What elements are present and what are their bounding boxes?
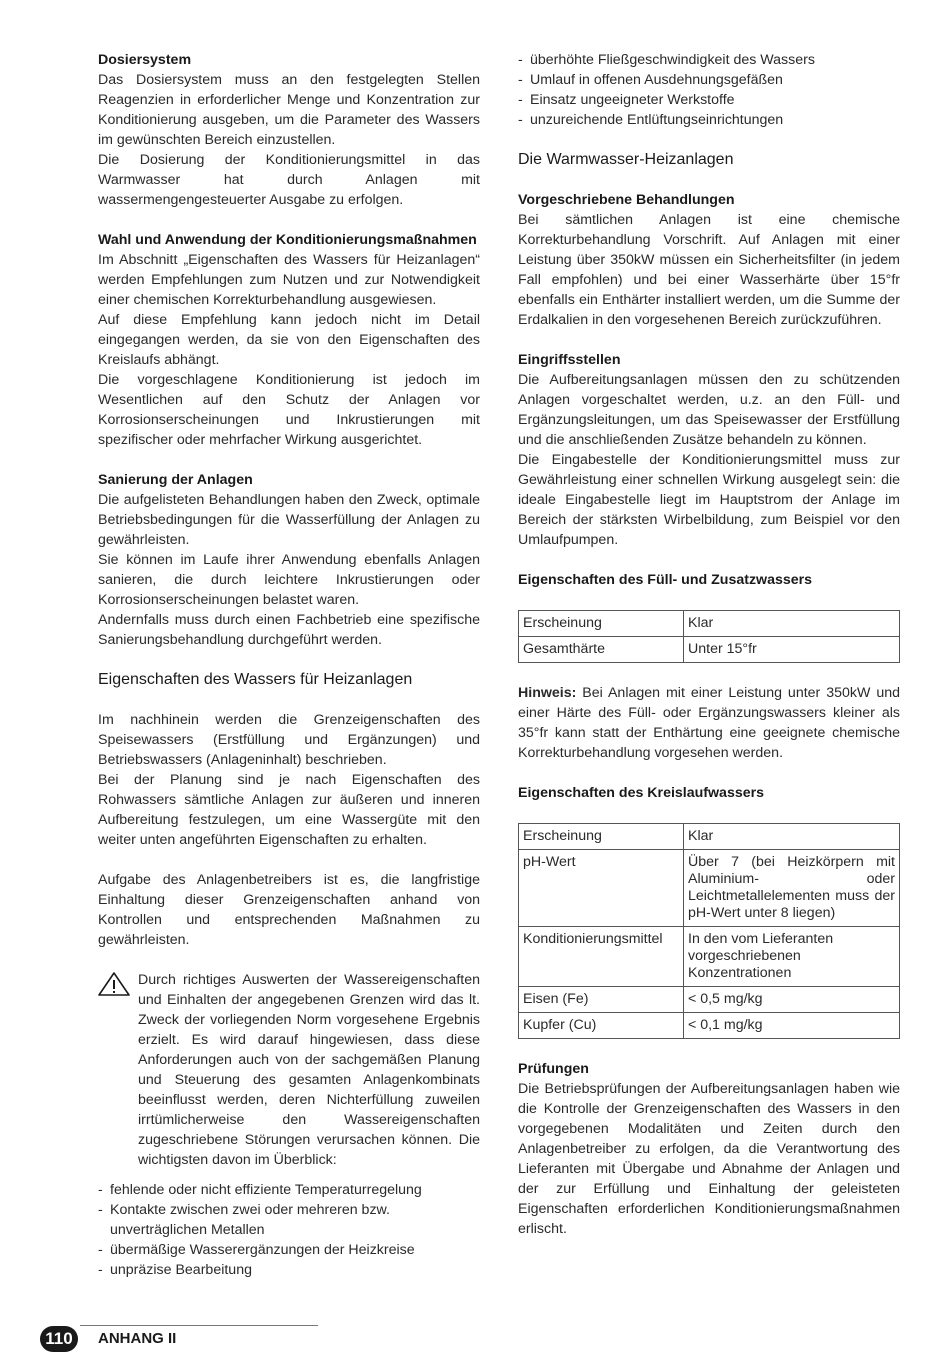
- list-item: - fehlende oder nicht effiziente Temperaturregelung: [98, 1180, 480, 1200]
- list-item: - überhöhte Fließgeschwindigkeit des Wassers: [518, 50, 900, 70]
- kreislaufwasser-table: [518, 823, 900, 1039]
- table-cell-key: pH-Wert: [519, 850, 684, 927]
- vorgeschriebene-heading: Vorgeschriebene Behandlungen: [518, 192, 735, 208]
- left-cause-list: [98, 1180, 480, 1280]
- eingriffsstellen-paragraph-2: Die Eingabestelle der Konditionierungsmittel muss zur Gewährleistung einer schnellen Wirkung ausgelegt sein: die ideale Eingabestelle liegt im Hauptstrom der Anlage im Bereich der stärksten Wirbelbildung, zum Beispiel vor den Umlaufpumpen.: [518, 452, 900, 548]
- table-cell-key: Gesamthärte: [519, 637, 684, 663]
- kreislaufwasser-heading: Eigenschaften des Kreislaufwassers: [518, 785, 765, 801]
- warning-note: [98, 970, 480, 1170]
- table-cell-key: Kupfer (Cu): [519, 1013, 684, 1039]
- page-number: 110: [40, 1326, 78, 1352]
- hinweis-paragraph: [518, 683, 900, 763]
- wahl-paragraph-2: Auf diese Empfehlung kann jedoch nicht im Detail eingegangen werden, da sie von den Eigenschaften des Kreislaufs abhängt.: [98, 312, 480, 368]
- pruefungen-paragraph: Die Betriebsprüfungen der Aufbereitungsanlagen haben wie die Kontrolle der Grenzeigenschaften des Wassers in den vorgegebenen Modalitäten und Zeiten durch den Anlagenbetreiber zu erfolgen, da die Verantwortung des Lieferanten mit Übergabe und Abnahme der Anlagen und der zur Erfüllung und Einhaltung der geleisteten Eigenschaften erforderlichen Konditionierungsmaßnahmen erlischt.: [518, 1081, 900, 1237]
- list-item: - Einsatz ungeeigneter Werkstoffe: [518, 90, 900, 110]
- warning-text: Durch richtiges Auswerten der Wassereigenschaften und Einhalten der angegebenen Grenzen wird das lt. Zweck der vorliegenden Norm vorgesehene Ergebnis erzielt. Es wird darauf hingewiesen, dass diese Anforderungen auch von der sachgemäßen Planung und Steuerung des gesamten Anlagenkombinats beeinflusst werden, deren Nichterfüllung zuweilen irrtümlicherweise den Wassereigenschaften zugeschriebene Störungen verursachen können. Die wichtigsten davon im Überblick:: [138, 972, 480, 1168]
- table-row: [519, 637, 900, 663]
- footer-section-name: ANHANG II: [98, 1330, 177, 1347]
- page-footer: [40, 1322, 300, 1356]
- table-cell-value: In den vom Lieferanten vorgeschriebenen Konzentrationen: [684, 927, 900, 987]
- eingriffsstellen-paragraph-1: Die Aufbereitungsanlagen müssen den zu schützenden Anlagen vorgeschaltet werden, u.z. an den Füll- und Ergänzungsleitungen, um das Speisewasser der Erstfüllung und die anschließenden Zusätze behandeln zu können.: [518, 372, 900, 448]
- table-cell-value: Unter 15°fr: [684, 637, 900, 663]
- table-cell-key: Erscheinung: [519, 824, 684, 850]
- dosiersystem-paragraph-1: Das Dosiersystem muss an den festgelegten Stellen Reagenzien in erforderlicher Menge und Konzentration zur Konditionierung ausgeben, um die Parameter des Wassers im gewünschten Bereich einzustellen.: [98, 72, 480, 148]
- dosiersystem-paragraph-2: Die Dosierung der Konditionierungsmittel in das Warmwasser hat durch Anlagen mit wassermengengesteuerter Ausgabe zu erfolgen.: [98, 152, 480, 208]
- list-item: - Umlauf in offenen Ausdehnungsgefäßen: [518, 70, 900, 90]
- eigenschaften-paragraph-3: Aufgabe des Anlagenbetreibers ist es, die langfristige Einhaltung dieser Grenzeigenschaften anhand von Kontrollen und entsprechenden Maßnahmen zu gewährleisten.: [98, 872, 480, 948]
- table-cell-key: Konditionierungsmittel: [519, 927, 684, 987]
- eigenschaften-heading: Eigenschaften des Wassers für Heizanlagen: [98, 671, 413, 688]
- table-row: [519, 927, 900, 987]
- list-item: - Kontakte zwischen zwei oder mehreren bzw. unverträglichen Metallen: [98, 1200, 480, 1240]
- eigenschaften-paragraph-2: Bei der Planung sind je nach Eigenschaften des Rohwassers sämtliche Anlagen zur äußeren und inneren Aufbereitung festzulegen, um eine Wassergüte mit den weiter unten angeführten Eigenschaften zu erhalten.: [98, 772, 480, 848]
- sanierung-paragraph-1: Die aufgelisteten Behandlungen haben den Zweck, optimale Betriebsbedingungen für die Wasserfüllung der Anlagen zu gewährleisten.: [98, 492, 480, 548]
- fuellwasser-heading: Eigenschaften des Füll- und Zusatzwassers: [518, 572, 813, 588]
- wahl-heading: Wahl und Anwendung der Konditionierungsmaßnahmen: [98, 232, 477, 248]
- list-item: - unzureichende Entlüftungseinrichtungen: [518, 110, 900, 130]
- table-cell-value: < 0,1 mg/kg: [684, 1013, 900, 1039]
- fuellwasser-table: [518, 610, 900, 663]
- warmwasser-heading: Die Warmwasser-Heizanlagen: [518, 151, 734, 168]
- table-row: [519, 824, 900, 850]
- eingriffsstellen-heading: Eingriffsstellen: [518, 352, 621, 368]
- table-row: [519, 987, 900, 1013]
- table-cell-value: Klar: [684, 824, 900, 850]
- right-cause-list: [518, 50, 900, 130]
- table-cell-key: Erscheinung: [519, 611, 684, 637]
- list-item: - übermäßige Wasserergänzungen der Heizkreise: [98, 1240, 480, 1260]
- wahl-paragraph-3: Die vorgeschlagene Konditionierung ist jedoch im Wesentlichen auf den Schutz der Anlagen vor Korrosionserscheinungen und Inkrustierungen mit spezifischer oder mehrfacher Wirkung ausgerichtet.: [98, 372, 480, 448]
- hinweis-label: Hinweis:: [518, 685, 577, 701]
- hinweis-text: Bei Anlagen mit einer Leistung unter 350kW und einer Härte des Füll- oder Ergänzungswassers kleiner als 35°fr kann statt der Enthärtung eine geeignete chemische Korrekturbehandlung vorgesehen werden.: [518, 685, 900, 761]
- table-cell-value: Über 7 (bei Heizkörpern mit Aluminium- oder Leichtmetallelementen muss der pH-Wert unter 8 liegen): [684, 850, 900, 927]
- warning-triangle-icon: [98, 972, 130, 996]
- table-cell-value: < 0,5 mg/kg: [684, 987, 900, 1013]
- table-cell-value: Klar: [684, 611, 900, 637]
- table-row: [519, 1013, 900, 1039]
- sanierung-paragraph-3: Andernfalls muss durch einen Fachbetrieb eine spezifische Sanierungsbehandlung durchgeführt werden.: [98, 612, 480, 648]
- list-item: - unpräzise Bearbeitung: [98, 1260, 480, 1280]
- sanierung-paragraph-2: Sie können im Laufe ihrer Anwendung ebenfalls Anlagen sanieren, die durch leichtere Inkrustierungen oder Korrosionserscheinungen belastet waren.: [98, 552, 480, 608]
- dosiersystem-heading: Dosiersystem: [98, 52, 192, 68]
- table-row: [519, 850, 900, 927]
- right-column: [518, 50, 900, 1239]
- wahl-paragraph-1: Im Abschnitt „Eigenschaften des Wassers für Heizanlagen“ werden Empfehlungen zum Nutzen und zur Notwendigkeit einer chemischen Korrekturbehandlung ausgewiesen.: [98, 252, 480, 308]
- pruefungen-heading: Prüfungen: [518, 1061, 589, 1077]
- footer-divider: [80, 1325, 318, 1326]
- table-row: [519, 611, 900, 637]
- vorgeschriebene-paragraph: Bei sämtlichen Anlagen ist eine chemische Korrekturbehandlung Vorschrift. Auf Anlagen mit einer Leistung über 350kW müssen ein Sicherheitsfilter (in jedem Fall empfohlen) und bei einer Wasserhärte über 15°fr ebenfalls ein Enthärter installiert werden, um die Summe der Erdalkalien in den vorgesehenen Bereich zurückzuführen.: [518, 212, 900, 328]
- table-cell-key: Eisen (Fe): [519, 987, 684, 1013]
- sanierung-heading: Sanierung der Anlagen: [98, 472, 253, 488]
- left-column: [98, 50, 480, 1280]
- eigenschaften-paragraph-1: Im nachhinein werden die Grenzeigenschaften des Speisewassers (Erstfüllung und Ergänzungen) und Betriebswassers (Anlageninhalt) beschrieben.: [98, 712, 480, 768]
